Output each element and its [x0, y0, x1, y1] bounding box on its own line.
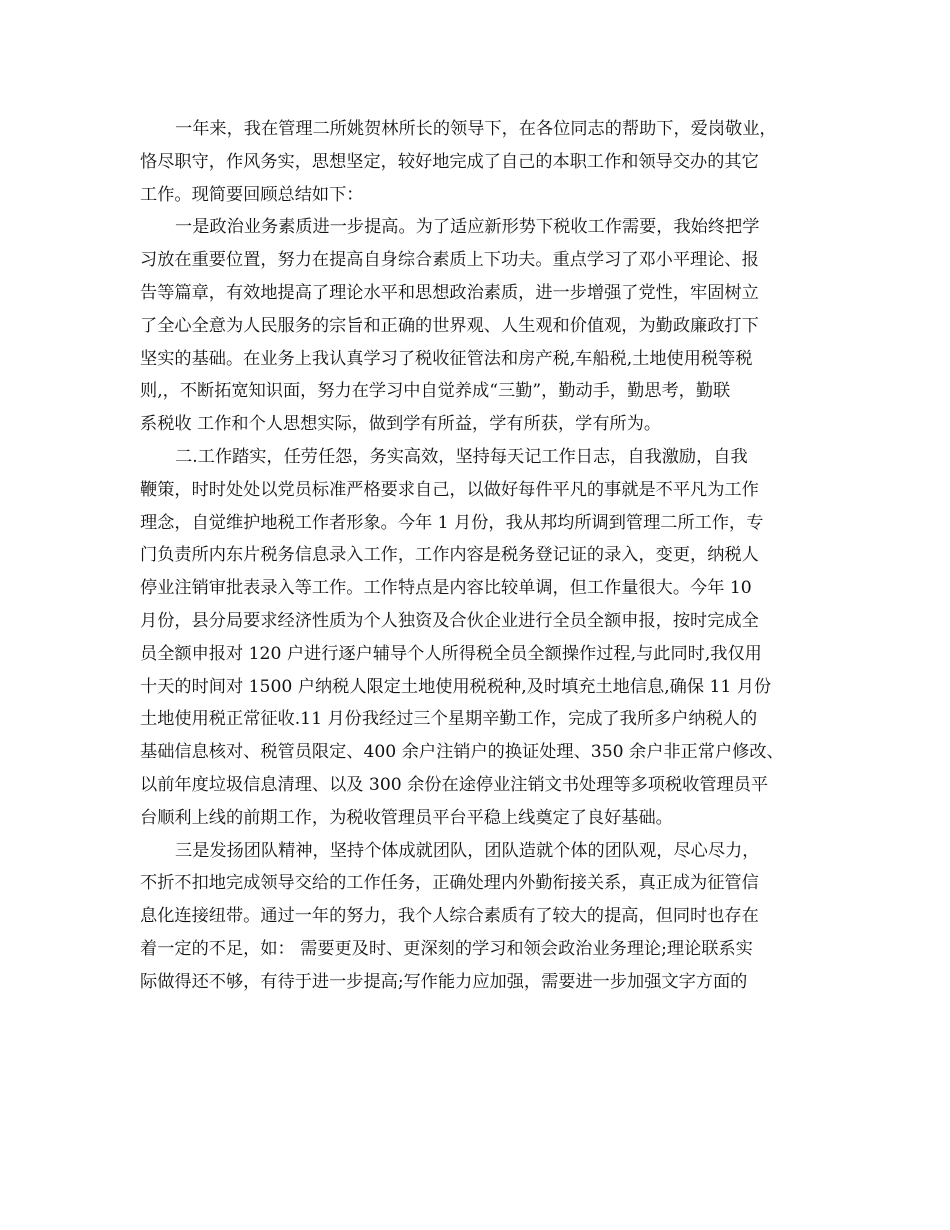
text-line: 土地使用税正常征收.11 月份我经过三个星期辛勤工作，完成了我所多户纳税人的: [140, 709, 758, 730]
text-line: 工作。现简要回顾总结如下：: [140, 184, 364, 205]
text-line: 了全心全意为人民服务的宗旨和正确的世界观、人生观和价值观，为勤政廉政打下: [140, 315, 759, 336]
text-line: 理念，自觉维护地税工作者形象。今年 1 月份，我从邦均所调到管理二所工作，专: [140, 512, 764, 533]
text-line: 十天的时间对 1500 户纳税人限定土地使用税税种,及时填充土地信息,确保 11 月份: [140, 676, 772, 697]
text-line: 三是发扬团队精神，坚持个体成就团队，团队造就个体的团队观，尽心尽力，: [175, 840, 760, 861]
text-line: 一是政治业务素质进一步提高。为了适应新形势下税收工作需要，我始终把学: [175, 217, 760, 238]
text-line: 则,，不断拓宽知识面，努力在学习中自觉养成“三勤”，勤动手，勤思考，勤联: [140, 381, 731, 402]
text-line: 停业注销审批表录入等工作。工作特点是内容比较单调，但工作量很大。今年 10: [140, 578, 752, 599]
text-line: 二.工作踏实，任劳任怨，务实高效，坚持每天记工作日志，自我激励，自我: [175, 446, 748, 467]
text-line: 告等篇章，有效地提高了理论水平和思想政治素质，进一步增强了党性，牢固树立: [140, 282, 759, 303]
document-body: [140, 113, 830, 999]
text-line: 息化连接纽带。通过一年的努力，我个人综合素质有了较大的提高，但同时也存在: [140, 906, 759, 927]
paragraph-political-study: [140, 211, 830, 441]
text-line: 台顺利上线的前期工作，为税收管理员平台平稳上线奠定了良好基础。: [140, 807, 673, 828]
text-line: 着一定的不足，如： 需要更及时、更深刻的学习和领会政治业务理论;理论联系实: [140, 938, 753, 959]
text-line: 坚实的基础。在业务上我认真学习了税收征管法和房产税,车船税,土地使用税等税: [140, 348, 753, 369]
text-line: 际做得还不够，有待于进一步提高;写作能力应加强，需要进一步加强文字方面的: [140, 971, 748, 992]
text-line: 习放在重要位置，努力在提高自身综合素质上下功夫。重点学习了邓小平理论、报: [140, 250, 759, 271]
text-line: 不折不扣地完成领导交给的工作任务，正确处理内外勤衔接关系，真正成为征管信: [140, 873, 759, 894]
paragraph-intro: [140, 113, 830, 211]
paragraph-team-spirit: [140, 835, 830, 999]
text-line: 门负责所内东片税务信息录入工作，工作内容是税务登记证的录入，变更，纳税人: [140, 545, 759, 566]
text-line: 以前年度垃圾信息清理、以及 300 余份在途停业注销文书处理等多项税收管理员平: [140, 774, 769, 795]
text-line: 系税收 工作和个人思想实际，做到学有所益，学有所获，学有所为。: [140, 414, 662, 435]
text-line: 员全额申报对 120 户进行逐户辅导个人所得税全员全额操作过程,与此同时,我仅用: [140, 643, 762, 664]
text-line: 恪尽职守，作风务实，思想坚定，较好地完成了自己的本职工作和领导交办的其它: [140, 151, 759, 172]
paragraph-work-performance: [140, 441, 830, 835]
text-line: 一年来，我在管理二所姚贺林所长的领导下，在各位同志的帮助下，爱岗敬业，: [175, 119, 777, 139]
text-line: 基础信息核对、税管员限定、400 余户注销户的换证处理、350 余户非正常户修改、: [140, 742, 784, 763]
text-line: 月份，县分局要求经济性质为个人独资及合伙企业进行全员全额申报，按时完成全: [140, 610, 759, 631]
text-line: 鞭策，时时处处以党员标准严格要求自己，以做好每件平凡的事就是不平凡为工作: [140, 479, 759, 500]
